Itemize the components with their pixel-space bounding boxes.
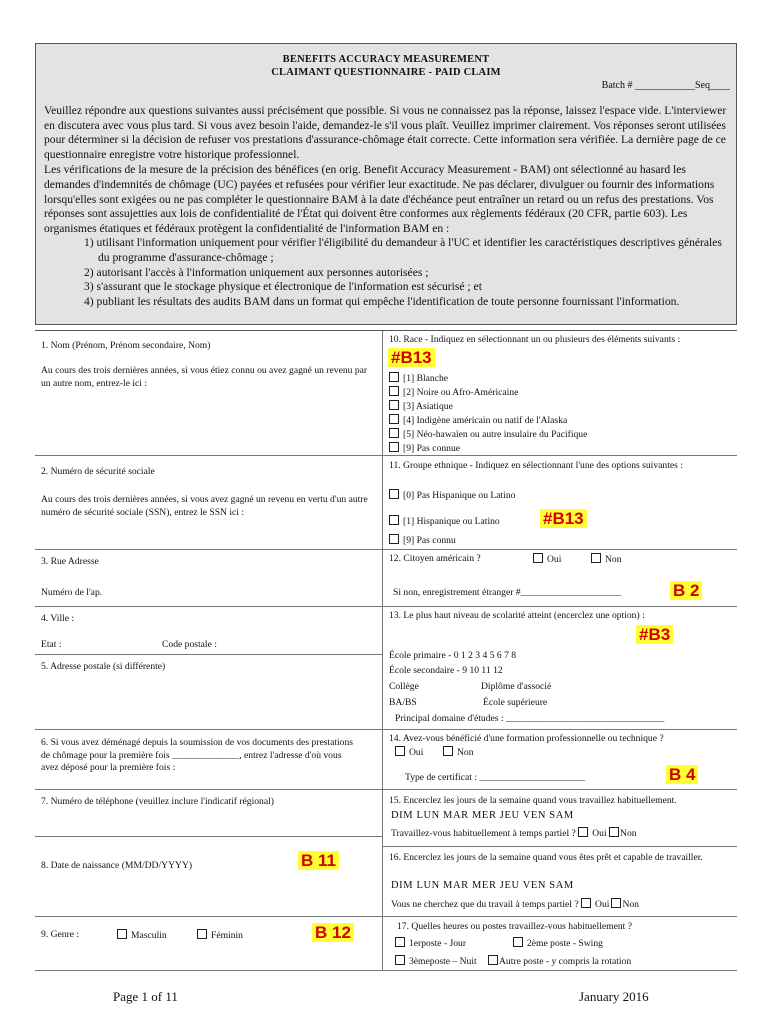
shift-swing-option[interactable]: 2ème poste - Swing bbox=[513, 937, 733, 951]
b13-marker-ethnicity: #B13 bbox=[540, 509, 587, 528]
citizen-yes-checkbox[interactable] bbox=[533, 553, 543, 563]
b12-marker: B 12 bbox=[312, 923, 354, 942]
gender-female-option[interactable]: Féminin bbox=[197, 929, 378, 943]
batch-seq-field[interactable]: Batch # ____________Seq____ bbox=[601, 80, 730, 91]
citizen-no-option[interactable]: Non bbox=[591, 553, 733, 567]
q7-phone-field[interactable]: 7. Numéro de téléphone (veuillez inclure l'indicatif régional) bbox=[35, 790, 383, 837]
graduate-school-option[interactable]: École supérieure bbox=[483, 697, 548, 708]
protection-item-4: 4) publiant les résultats des audits BAM dans un format qui empêche l'identification de toute personne fournissant l'information. bbox=[84, 294, 680, 308]
ethnicity-checkbox-1[interactable] bbox=[389, 515, 399, 525]
part-time-question: Travaillez-vous habituellement à temps partiel ? Oui Non bbox=[391, 828, 637, 839]
page-number: Page 1 of 11 bbox=[113, 989, 178, 1004]
shift-other-option[interactable]: Autre poste - y compris la rotation bbox=[488, 955, 733, 969]
race-checkbox-4[interactable] bbox=[389, 414, 399, 424]
training-no-option[interactable]: Non bbox=[443, 746, 733, 760]
q8-birthdate-field[interactable]: 8. Date de naissance (MM/DD/YYYY) B 11 bbox=[35, 837, 383, 917]
b11-marker: B 11 bbox=[298, 851, 339, 870]
shift-day-checkbox[interactable] bbox=[395, 937, 405, 947]
race-option-3[interactable]: [3] Asiatique bbox=[389, 400, 733, 414]
citizen-no-checkbox[interactable] bbox=[591, 553, 601, 563]
protection-item-1: 1) utilisant l'information uniquement pour vérifier l'éligibilité du demandeur à l'UC et identifier les caractéristiques descriptives générales du programme d'assurance-chômage ; bbox=[84, 236, 722, 264]
ethnicity-option-0[interactable]: [0] Pas Hispanique ou Latino bbox=[389, 489, 733, 503]
ethnicity-checkbox-0[interactable] bbox=[389, 489, 399, 499]
protection-list bbox=[44, 236, 730, 309]
female-checkbox[interactable] bbox=[197, 929, 207, 939]
q1-name-field[interactable]: 1. Nom (Prénom, Prénom secondaire, Nom) Au cours des trois dernières années, si vous étiez connu ou avez gagné un revenu par un autre nom, entrez-le ici : bbox=[35, 331, 383, 456]
protection-item-3: 3) s'assurant que le stockage physique et électronique de l'information est sécurisé ; et bbox=[84, 280, 482, 294]
b4-marker: B 4 bbox=[666, 765, 698, 784]
major-field[interactable]: Principal domaine d'études : _________________________________ bbox=[395, 713, 665, 724]
q4-zip-label: Code postale : bbox=[162, 639, 217, 650]
race-checkbox-5[interactable] bbox=[389, 428, 399, 438]
q16-availability-field: 16. Encerclez les jours de la semaine quand vous êtes prêt et capable de travailler. DIM LUN MAR MER JEU VEN SAM Vous ne cherchez que du travail à temps partiel ? Oui Non bbox=[383, 847, 737, 917]
race-option-4[interactable]: [4] Indigène américain ou natif de l'Alaska bbox=[389, 414, 733, 428]
race-checkbox-9[interactable] bbox=[389, 442, 399, 452]
form-date: January 2016 bbox=[579, 989, 649, 1004]
b2-marker: B 2 bbox=[670, 581, 702, 600]
training-no-checkbox[interactable] bbox=[443, 746, 453, 756]
q4-state-label: Etat : bbox=[41, 639, 62, 650]
q4-city-field[interactable]: 4. Ville : Etat : Code postale : bbox=[35, 607, 383, 655]
shift-day-option[interactable]: 1erposte - Jour bbox=[395, 937, 733, 951]
q6-moved-address-field[interactable]: 6. Si vous avez déménagé depuis la soumission de vos documents des prestations de chômage pour la première fois ______________, entrez l'adresse d'où vous avez déposé pour la première fois : bbox=[35, 730, 383, 790]
q3-street-address-field[interactable]: 3. Rue Adresse Numéro de l'ap. bbox=[35, 550, 383, 607]
certificate-type-field[interactable]: Type de certificat : ______________________ bbox=[405, 772, 585, 783]
part-time-only-yes-checkbox[interactable] bbox=[581, 898, 591, 908]
b3-marker: #B3 bbox=[636, 625, 673, 644]
ethnicity-option-9[interactable]: [9] Pas connu bbox=[389, 534, 733, 548]
training-yes-option[interactable]: Oui bbox=[395, 746, 733, 760]
instructions-panel bbox=[35, 43, 737, 325]
intro-paragraph-1: Veuillez répondre aux questions suivantes aussi précisément que possible. Si vous ne connaissez pas la réponse, laissez l'espace vide. L'interviewer en discutera avec vous plus tard. Si vous avez besoin l'aide, demandez-le s'il vous plaît. Veuillez imprimer clairement. Vos réponses seront utilisées pour déterminer si la décision de refuser vos prestations d'assurance-chômage était correcte. Cette information sera vérifiée. La dernière page de ce questionnaire enregistre votre historique professionnel. bbox=[44, 104, 727, 161]
secondary-school-grades[interactable]: École secondaire - 9 10 11 12 bbox=[389, 665, 503, 676]
q5-mailing-address-field[interactable]: 5. Adresse postale (si différente) bbox=[35, 655, 383, 730]
workdays-options[interactable]: DIM LUN MAR MER JEU VEN SAM bbox=[391, 810, 574, 821]
part-time-only-question: Vous ne cherchez que du travail à temps partiel ? Oui Non bbox=[391, 899, 639, 910]
q17-shift-field: 17. Quelles heures ou postes travaillez-vous habituellement ? 1erposte - Jour 2ème poste - Swing 3èmeposte – Nuit Autre poste - y compris la rotation bbox=[383, 917, 737, 971]
q14-training-field: 14. Avez-vous bénéficié d'une formation professionnelle ou technique ? Oui Non Type de certificat : ______________________ B 4 bbox=[383, 730, 737, 790]
alien-registration-field[interactable]: Si non, enregistrement étranger #_____________________ bbox=[393, 587, 622, 598]
ba-bs-option[interactable]: BA/BS bbox=[389, 697, 417, 708]
male-checkbox[interactable] bbox=[117, 929, 127, 939]
form-subtitle: CLAIMANT QUESTIONNAIRE - PAID CLAIM bbox=[271, 67, 501, 78]
shift-swing-checkbox[interactable] bbox=[513, 937, 523, 947]
gender-male-option[interactable]: Masculin bbox=[117, 929, 378, 943]
race-checkbox-1[interactable] bbox=[389, 372, 399, 382]
race-checkbox-3[interactable] bbox=[389, 400, 399, 410]
citizen-yes-option[interactable]: Oui bbox=[533, 553, 733, 567]
instructions-text bbox=[44, 104, 730, 309]
shift-night-option[interactable]: 3èmeposte – Nuit bbox=[395, 955, 733, 969]
ethnicity-option-1[interactable]: [1] Hispanique ou Latino bbox=[389, 515, 733, 529]
primary-school-grades[interactable]: École primaire - 0 1 2 3 4 5 6 7 8 bbox=[389, 650, 517, 661]
q9-gender-field: 9. Genre : Masculin Féminin B 12 bbox=[35, 917, 383, 971]
part-time-only-no-checkbox[interactable] bbox=[611, 898, 621, 908]
part-time-no-checkbox[interactable] bbox=[609, 827, 619, 837]
part-time-yes-checkbox[interactable] bbox=[578, 827, 588, 837]
race-option-9[interactable]: [9] Pas connue bbox=[389, 442, 733, 456]
q15-workdays-field: 15. Encerclez les jours de la semaine quand vous travaillez habituellement. DIM LUN MAR MER JEU VEN SAM Travaillez-vous habituellement à temps partiel ? Oui Non bbox=[383, 790, 737, 847]
q10-race-field: 10. Race - Indiquez en sélectionnant un ou plusieurs des éléments suivants : #B13 [1] Blanche [2] Noire ou Afro-Américaine [3] Asiatique [4] Indigène américain ou natif de l'Alaska [5] Néo-hawaïen ou autre insulaire du Pacifique [9] Pas connue bbox=[383, 331, 737, 456]
race-option-5[interactable]: [5] Néo-hawaïen ou autre insulaire du Pacifique bbox=[389, 428, 733, 442]
college-option[interactable]: Collège bbox=[389, 681, 419, 692]
intro-paragraph-2: Les vérifications de la mesure de la précision des bénéfices (en orig. Benefit Accuracy Measurement - BAM) ont sélectionné au hasard les demandes d'indemnités de chômage (UC) payées et refusées pour vérifier leur exactitude. Ne pas déclarer, divulguer ou fournir des informations lorsqu'elles sont exigées ou ne pas compléter le questionnaire BAM à la date d'échéance peut entraîner un retard ou un refus des prestations. Vos réponses sont assujetties aux lois de confidentialité de l'État qui doivent être conformes aux règlements fédéraux (20 CFR, partie 603). Les organismes étatiques et fédéraux protègent la confidentialité de l'information BAM en : bbox=[44, 163, 715, 235]
q12-citizen-field: 12. Citoyen américain ? Oui Non Si non, enregistrement étranger #_____________________ B 2 bbox=[383, 550, 737, 607]
training-yes-checkbox[interactable] bbox=[395, 746, 405, 756]
q2-ssn-field[interactable]: 2. Numéro de sécurité sociale Au cours des trois dernières années, si vous avez gagné un revenu en vertu d'un autre numéro de sécurité sociale (SSN), entrez le SSN ici : bbox=[35, 456, 383, 550]
form-title: BENEFITS ACCURACY MEASUREMENT bbox=[282, 54, 490, 65]
ethnicity-checkbox-9[interactable] bbox=[389, 534, 399, 544]
b13-marker-race: #B13 bbox=[388, 348, 435, 367]
shift-other-checkbox[interactable] bbox=[488, 955, 498, 965]
race-option-1[interactable]: [1] Blanche bbox=[389, 372, 733, 386]
associate-degree-option[interactable]: Diplôme d'associé bbox=[481, 681, 552, 692]
availability-days-options[interactable]: DIM LUN MAR MER JEU VEN SAM bbox=[391, 880, 574, 891]
protection-item-2: 2) autorisant l'accès à l'information uniquement aux personnes autorisées ; bbox=[84, 265, 429, 279]
shift-night-checkbox[interactable] bbox=[395, 955, 405, 965]
q11-ethnicity-field: 11. Groupe ethnique - Indiquez en sélectionnant l'une des options suivantes : [0] Pas Hispanique ou Latino [1] Hispanique ou Latino #B13 [9] Pas connu bbox=[383, 456, 737, 550]
q13-education-field: 13. Le plus haut niveau de scolarité atteint (encerclez une option) : #B3 École primaire - 0 1 2 3 4 5 6 7 8 École secondaire - 9 10 11 12 Collège Diplôme d'associé BA/BS École supérieure Principal domaine d'études : _________________________________ bbox=[383, 607, 737, 730]
race-option-2[interactable]: [2] Noire ou Afro-Américaine bbox=[389, 386, 733, 400]
race-checkbox-2[interactable] bbox=[389, 386, 399, 396]
